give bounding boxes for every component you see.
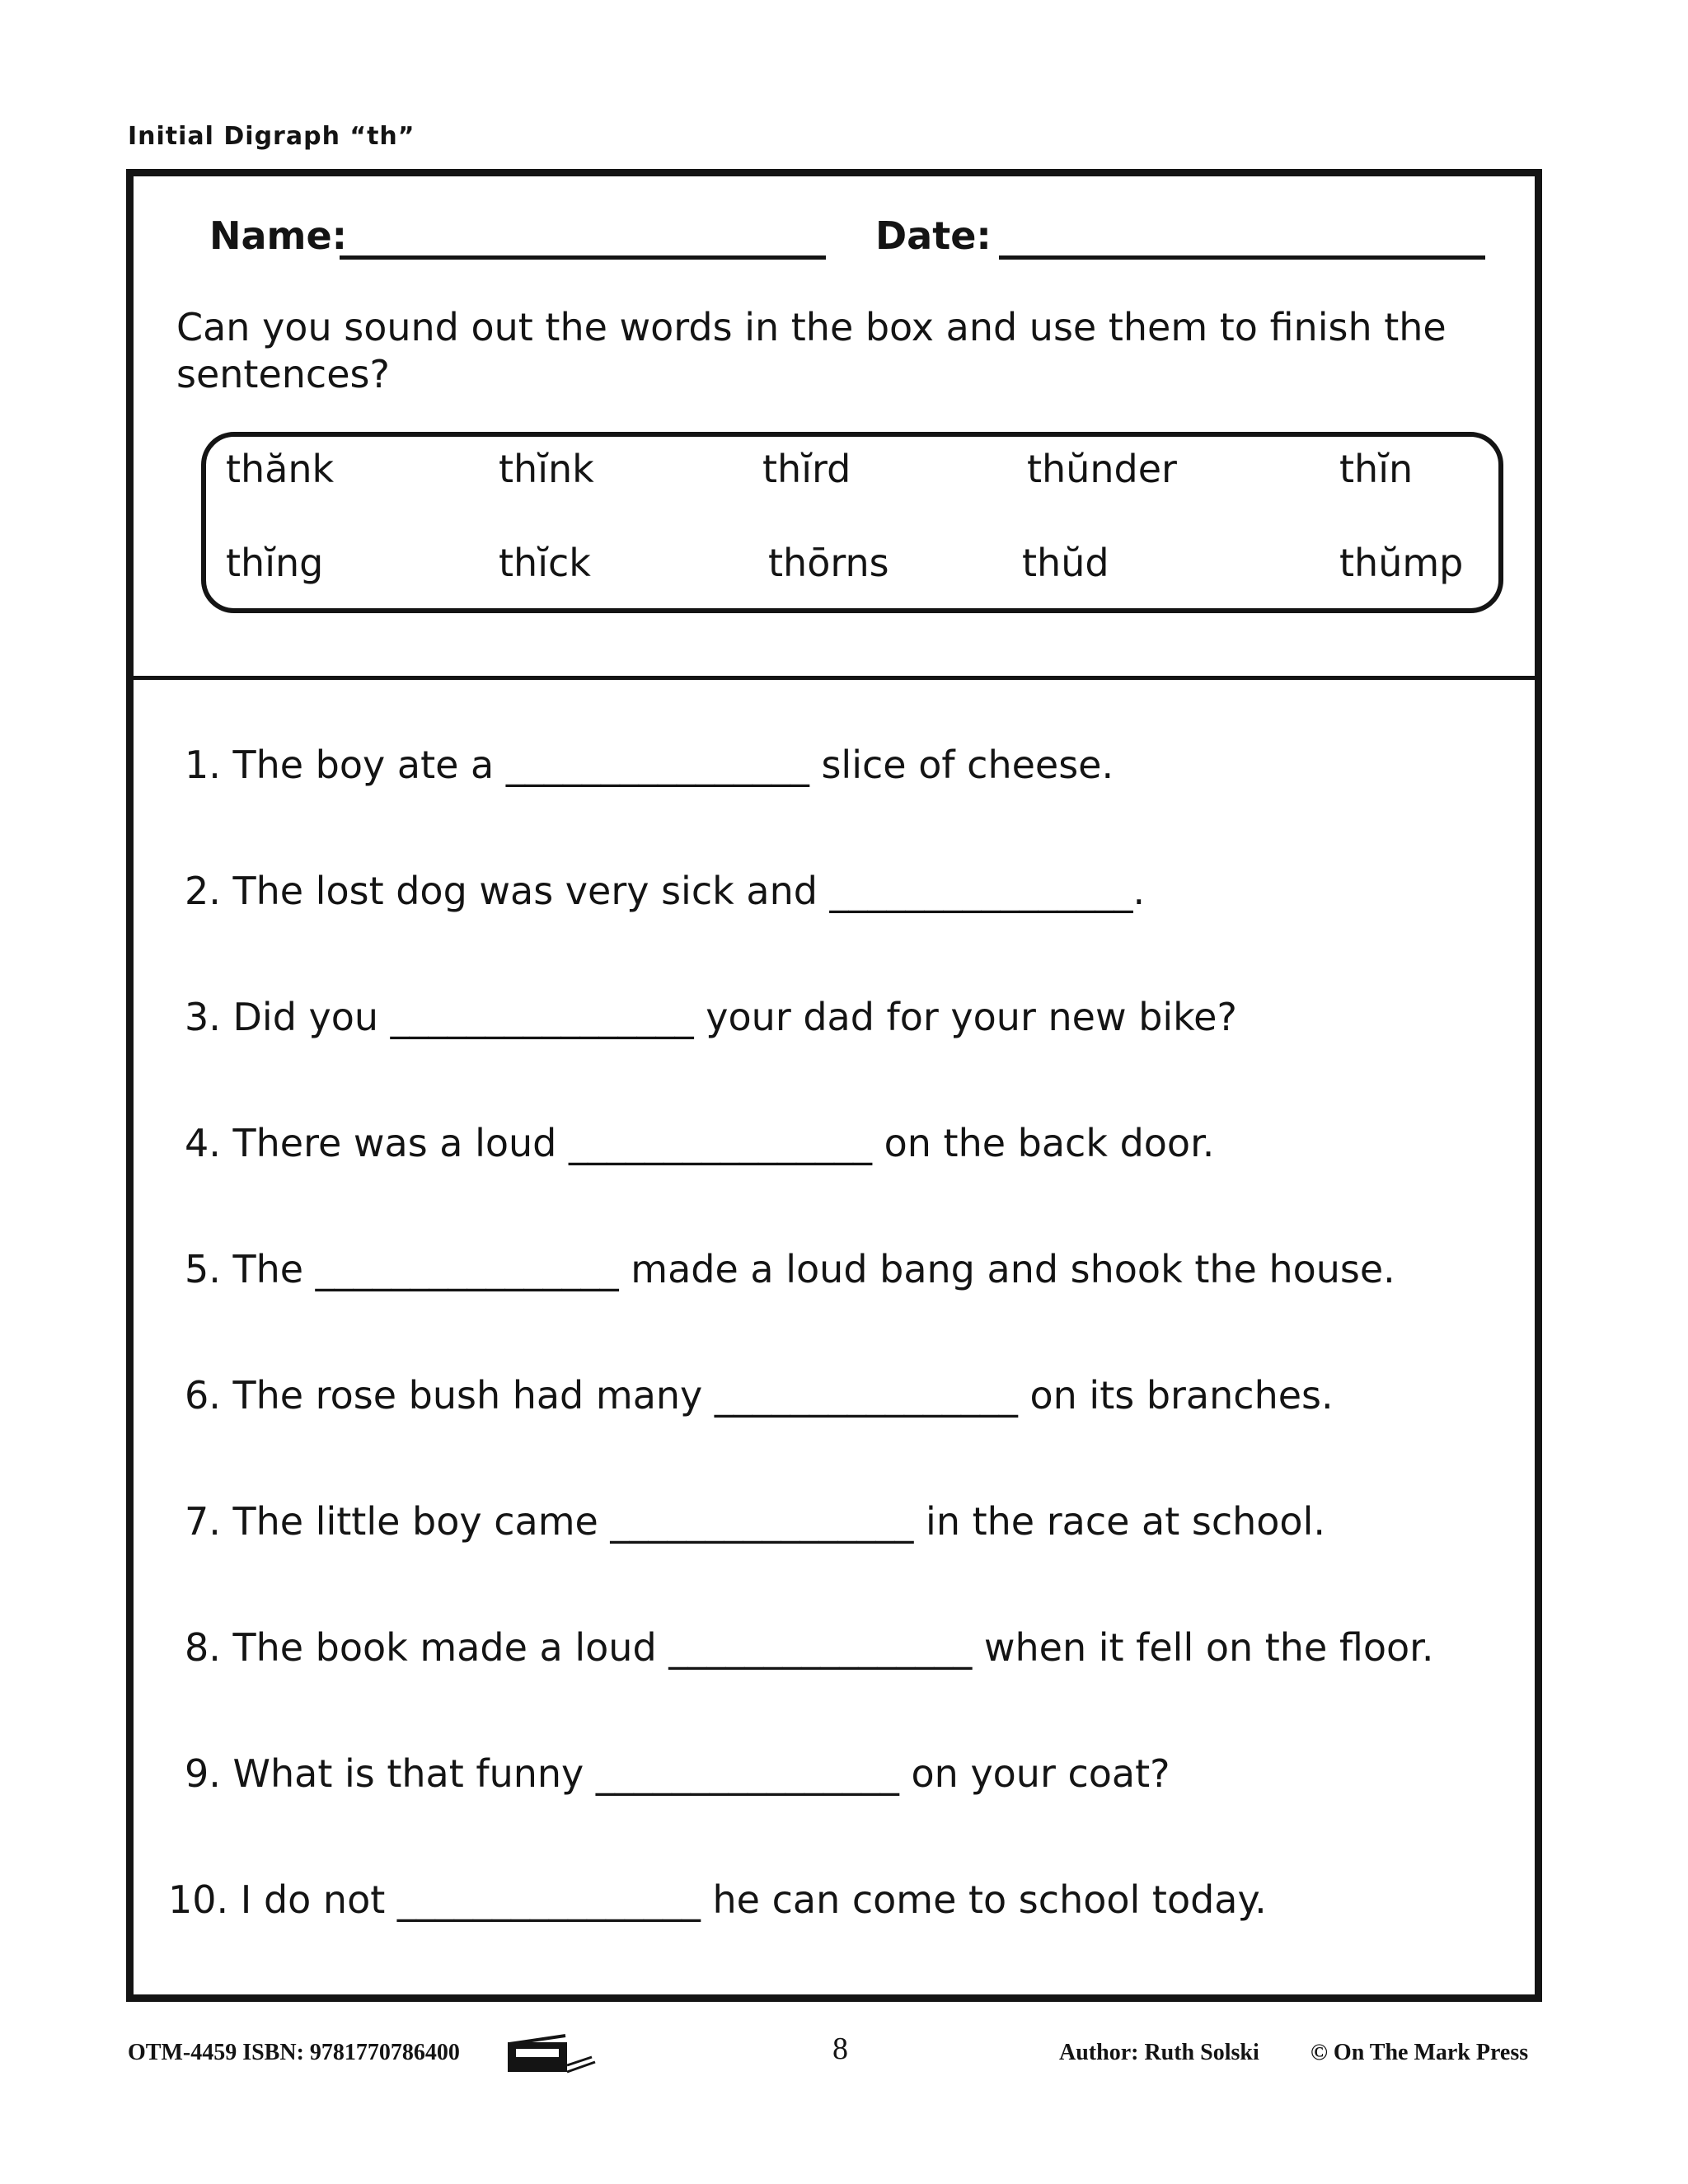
word-bank-item: thănk	[226, 447, 335, 491]
name-field[interactable]	[340, 255, 826, 260]
word-bank-item: thŭd	[1022, 541, 1109, 585]
sentence-item: 1. The boy ate a ________________ slice of cheese.	[185, 743, 1114, 787]
name-date-row	[209, 213, 347, 258]
page-number: 8	[832, 2032, 848, 2066]
projector-icon	[504, 2032, 599, 2075]
word-bank-item: thĭrd	[762, 447, 851, 491]
date-field[interactable]	[999, 255, 1485, 260]
sentence-item: 8. The book made a loud ________________ when it fell on the floor.	[185, 1625, 1434, 1670]
sentence-item: 3. Did you ________________ your dad for your new bike?	[185, 995, 1237, 1039]
word-bank-item: thŭmp	[1339, 541, 1464, 585]
sentence-item: 6. The rose bush had many ________________ on its branches.	[185, 1373, 1334, 1418]
footer-publisher: © On The Mark Press	[1311, 2040, 1529, 2065]
name-label: Name:	[209, 213, 348, 258]
worksheet-topic-label: Initial Digraph “th”	[128, 122, 415, 151]
sentence-item: 4. There was a loud ________________ on the back door.	[185, 1121, 1215, 1165]
sentence-item: 2. The lost dog was very sick and ________________.	[185, 869, 1146, 913]
instructions-text: Can you sound out the words in the box and use them to finish the sentences?	[176, 305, 1447, 396]
sentence-item: 9. What is that funny ________________ on your coat?	[185, 1751, 1170, 1796]
word-bank-item: thĭck	[499, 541, 591, 585]
date-label-wrap	[875, 213, 992, 258]
footer-author: Author: Ruth Solski	[1059, 2040, 1259, 2065]
sentence-item: 7. The little boy came ________________ in the race at school.	[185, 1499, 1325, 1544]
date-label: Date:	[875, 213, 992, 258]
worksheet-frame	[126, 169, 1542, 2002]
word-bank-item: thĭnk	[499, 447, 594, 491]
word-bank-item: thŭnder	[1027, 447, 1177, 491]
word-bank-item: thōrns	[768, 541, 889, 585]
sentence-item: 5. The ________________ made a loud bang and shook the house.	[185, 1247, 1395, 1291]
section-divider	[134, 676, 1535, 680]
footer-code: OTM-4459 ISBN: 9781770786400	[128, 2040, 460, 2065]
word-bank-box	[201, 432, 1503, 613]
word-bank-item: thĭn	[1339, 447, 1414, 491]
word-bank-item: thĭng	[226, 541, 324, 585]
sentence-item: 10. I do not ________________ he can come to school today.	[168, 1877, 1267, 1922]
